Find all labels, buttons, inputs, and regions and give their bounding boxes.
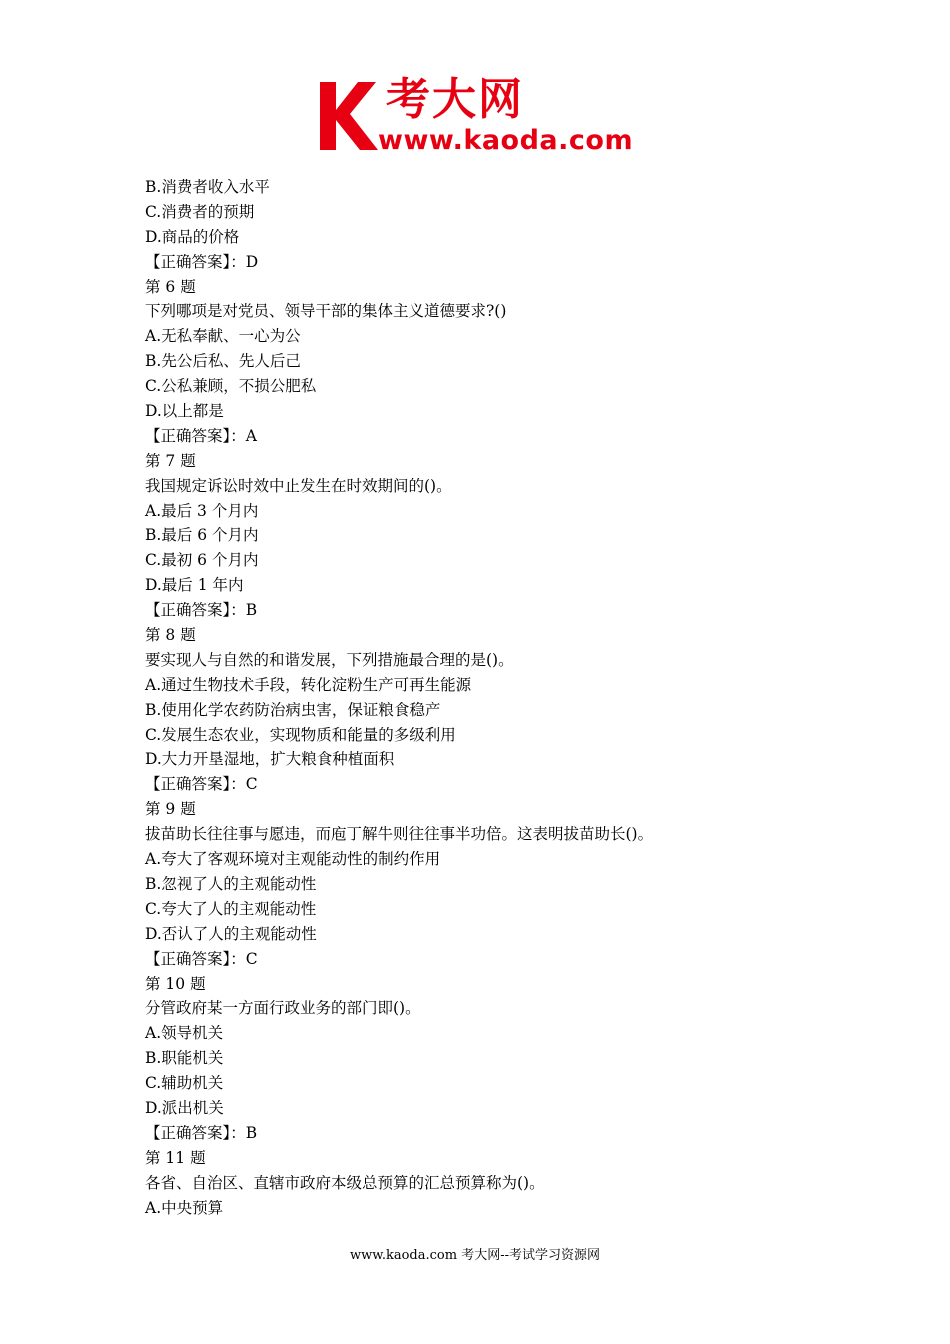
document-line: C.公私兼顾，不损公肥私: [145, 377, 317, 396]
document-line: 分管政府某一方面行政业务的部门即()。: [145, 999, 421, 1018]
document-line: C.消费者的预期: [145, 202, 255, 221]
document-line: A.领导机关: [145, 1024, 224, 1043]
document-line: 【正确答案】：D: [145, 252, 259, 271]
document-line: A.通过生物技术手段，转化淀粉生产可再生能源: [145, 675, 472, 694]
document-line: 【正确答案】：C: [145, 949, 258, 968]
document-line: C.辅助机关: [145, 1074, 224, 1093]
document-line: 第 8 题: [145, 626, 196, 645]
document-line: B.先公后私、先人后己: [145, 352, 301, 371]
document-line: 下列哪项是对党员、领导干部的集体主义道德要求?(): [145, 302, 507, 321]
logo-name: 考大网: [386, 74, 524, 125]
document-line: 各省、自治区、直辖市政府本级总预算的汇总预算称为()。: [145, 1173, 545, 1192]
document-line: A.中央预算: [145, 1198, 224, 1217]
document-line: A.最后 3 个月内: [145, 501, 259, 520]
document-line: 第 7 题: [145, 451, 196, 470]
document-line: D.否认了人的主观能动性: [145, 924, 317, 943]
document-line: D.大力开垦湿地，扩大粮食种植面积: [145, 750, 395, 769]
document-line: D.最后 1 年内: [145, 576, 244, 595]
document-line: C.夸大了人的主观能动性: [145, 899, 317, 918]
document-line: B.最后 6 个月内: [145, 526, 259, 545]
document-line: B.消费者收入水平: [145, 178, 270, 196]
document-line: 【正确答案】：B: [145, 601, 258, 620]
document-line: A.夸大了客观环境对主观能动性的制约作用: [145, 850, 441, 869]
document-line: 要实现人与自然的和谐发展，下列措施最合理的是()。: [145, 650, 514, 669]
document-line: B.使用化学农药防治病虫害，保证粮食稳产: [145, 700, 441, 719]
document-line: A.无私奉献、一心为公: [145, 327, 301, 346]
kaoda-logo: [318, 74, 638, 160]
document-line: D.以上都是: [145, 402, 224, 421]
document-line: 第 6 题: [145, 277, 196, 296]
document-line: B.职能机关: [145, 1049, 224, 1068]
document-line: D.派出机关: [145, 1098, 224, 1117]
logo-url: www.kaoda.com: [378, 125, 634, 156]
document-line: D.商品的价格: [145, 227, 240, 246]
document-line: 第 9 题: [145, 800, 196, 819]
document-line: C.最初 6 个月内: [145, 551, 259, 570]
document-line: 第 10 题: [145, 974, 206, 993]
document-line: 拔苗助长往往事与愿违，而庖丁解牛则往往事半功倍。这表明拔苗助长()。: [145, 825, 654, 844]
document-line: 【正确答案】：B: [145, 1123, 258, 1142]
document-line: B.忽视了人的主观能动性: [145, 874, 317, 893]
document-line: 我国规定诉讼时效中止发生在时效期间的()。: [145, 476, 452, 495]
document-line: C.发展生态农业，实现物质和能量的多级利用: [145, 725, 456, 744]
document-body: [145, 175, 845, 1220]
logo-k-mark-icon: [318, 80, 380, 152]
document-line: 【正确答案】：A: [145, 426, 257, 445]
document-line: 【正确答案】：C: [145, 775, 258, 794]
document-line: 第 11 题: [145, 1148, 206, 1167]
page-footer: www.kaoda.com 考大网--考试学习资源网: [350, 1248, 600, 1263]
